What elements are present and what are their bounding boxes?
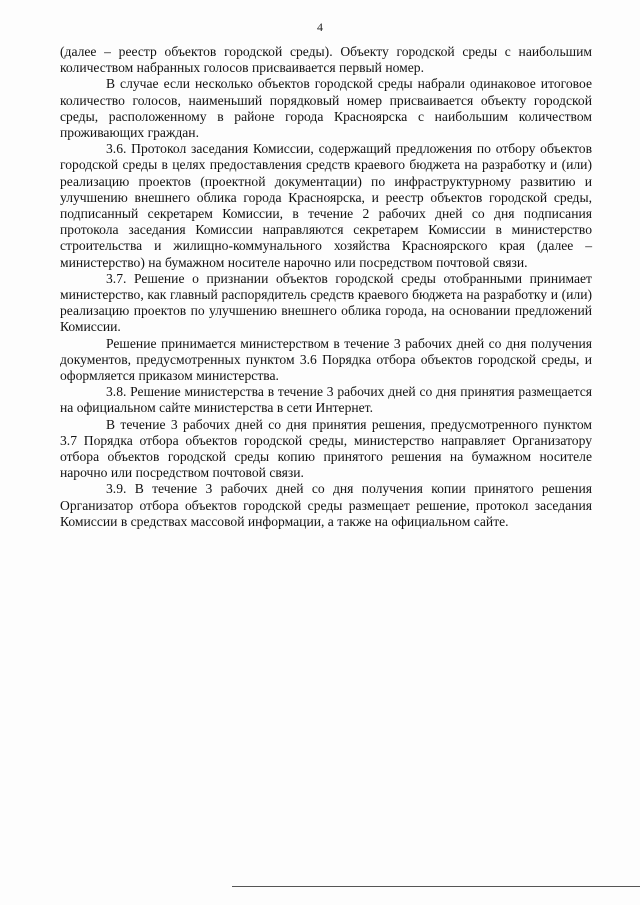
paragraph-continuation: (далее – реестр объектов городской среды). Объекту городской среды с наибольшим количеством набранных голосов присваивается первый номер. [60, 44, 592, 76]
page-number: 4 [317, 20, 323, 34]
paragraph-3-7: 3.7. Решение о признании объектов городской среды отобранными принимает министерство, как главный распорядитель средств краевого бюджета на разработку и (или) реализацию проектов по улучшению внешнего облика города, на основании предложений Комиссии. [60, 270, 592, 335]
document-body [60, 44, 592, 530]
paragraph-equal-votes: В случае если несколько объектов городской среды набрали одинаковое итоговое количество голосов, наименьший порядковый номер присваивается объекту городской среды, расположенному в районе города Красноярска с наибольшим количеством проживающих граждан. [60, 76, 592, 141]
paragraph-3-8: 3.8. Решение министерства в течение 3 рабочих дней со дня принятия размещается на официальном сайте министерства в сети Интернет. [60, 384, 592, 416]
paragraph-3-9: 3.9. В течение 3 рабочих дней со дня получения копии принятого решения Организатор отбора объектов городской среды размещает решение, протокол заседания Комиссии в средствах массовой информации, а также на официальном сайте. [60, 481, 592, 529]
bottom-divider [232, 886, 640, 887]
paragraph-decision-copy: В течение 3 рабочих дней со дня принятия решения, предусмотренного пунктом 3.7 Порядка отбора объектов городской среды, министерство направляет Организатору отбора объектов городской среды копию принятого решения на бумажном носителе нарочно или посредством почтовой связи. [60, 416, 592, 481]
paragraph-3-6: 3.6. Протокол заседания Комиссии, содержащий предложения по отбору объектов городской среды в целях предоставления средств краевого бюджета на разработку и (или) реализацию проектов (проектной документации) по инфраструктурному развитию и улучшению внешнего облика города Красноярска, и реестр объектов городской среды, подписанный секретарем Комиссии, в течение 2 рабочих дней со дня подписания протокола заседания Комиссии направляются секретарем Комиссии в министерство строительства и жилищно-коммунального хозяйства Красноярского края (далее – министерство) на бумажном носителе нарочно или посредством почтовой связи. [60, 141, 592, 270]
paragraph-decision-term: Решение принимается министерством в течение 3 рабочих дней со дня получения документов, предусмотренных пунктом 3.6 Порядка отбора объектов городской среды, и оформляется приказом министерства. [60, 335, 592, 384]
